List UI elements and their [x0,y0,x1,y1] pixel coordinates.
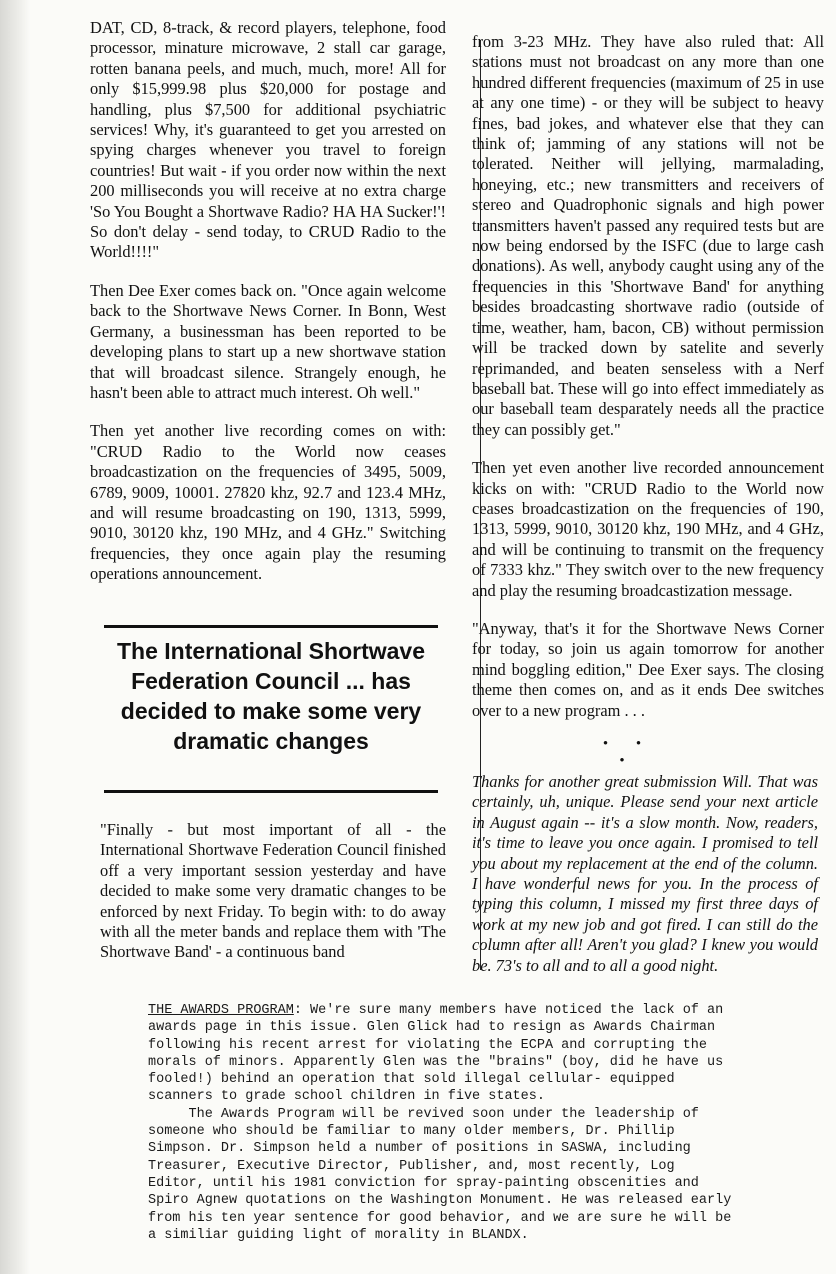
left-paragraph-1: DAT, CD, 8-track, & record players, telephone, food processor, minature microwave, 2 stall car garage, rotten banana peels, and much, much, more! All for only $15,999.98 plus $20,000 for postage and handling, plus $7,500 for additional psychiatric services! Why, it's guaranteed to get you arrested on spying charges whenever you travel to foreign countries! But wait - if you order now within the next 200 milliseconds you will receive at no extra charge 'So You Bought a Shortwave Radio? HA HA Sucker!'! So don't delay - send today, to CRUD Radio to the World!!!!" [90,18,447,262]
page-edge-shadow [0,0,30,1274]
left-paragraph-3: Then yet another live recording comes on with: "CRUD Radio to the World now ceases broadcastization on the frequencies of 3495, 5009, 6789, 9009, 10001. 27820 khz, 92.7 and 123.4 MHz, and will resume broadcasting on 190, 1313, 5999, 9010, 30120 khz, 190 MHz, and 4 GHz." Switching frequencies, they once again play the resuming operations announcement. [90,421,446,584]
right-paragraph-2: Then yet even another live recorded announcement kicks on with: "CRUD Radio to the World now ceases broadcastization on the frequencies of 190, 1313, 5999, 9010, 30120 khz, 190 MHz, and 4 GHz, and will be continuing to transmit on the frequency of 7333 khz." They switch over to the new frequency and play the resuming broadcastization message. [472,458,824,600]
awards-program-section [148,1002,748,1244]
headline-box [106,636,436,756]
section-headline: The International Shortwave Federation Council ... has decided to make some very dramatic changes [117,638,425,754]
headline-bottom-rule [104,790,438,793]
awards-body: : We're sure many members have noticed the lack of an awards page in this issue. Glen Glick had to resign as Awards Chairman following his recent arrest for violating the ECPA and corrupting the morals of minors. Apparently Glen was the "brains" (boy, did he have us fooled!) behind an operation that sold illegal cellular- equipped scanners to grade school children in five states. The Awards Program will be revived soon under the leadership of someone who should be familiar to many older members, Dr. Phillip Simpson. Dr. Simpson held a number of positions in SASWA, including Treasurer, Executive Director, Publisher, and, most recently, Log Editor, until his 1981 conviction for spray-painting obscenities and Spiro Agnew quotations on the Washington Monument. He was released early from his ten year sentence for good behavior, and we are sure he will be a similiar guiding light of morality in BLANDX. [148,1003,732,1243]
right-column [472,32,824,975]
left-paragraph-4: "Finally - but most important of all - the International Shortwave Federation Council finished off a very important session yesterday and have decided to make some very dramatic changes to be enforced by next Friday. To begin with: to do away with all the meter bands and replace them with 'The Shortwave Band' - a continuous band [100,820,446,962]
editor-note: Thanks for another great submission Will. That was certainly, uh, unique. Please send your next article in August again -- it's a slow month. Now, readers, it's time to leave you once again. I promised to tell you about my replacement at the end of the column. I have wonderful news for you. In the process of typing this column, I missed my first three days of work at my new job and got fired. I can still do the column after all! Aren't you glad? I knew you would be. 73's to all and to all a good night. [472,772,818,975]
right-paragraph-3: "Anyway, that's it for the Shortwave News Corner for today, so join us again tomorrow for another mind boggling edition," Dee Exer says. The closing theme then comes on, and as it ends Dee switches over to a new program . . . [472,618,824,720]
headline-top-rule [104,625,438,628]
awards-heading: THE AWARDS PROGRAM [148,1003,294,1018]
left-paragraph-2: Then Dee Exer comes back on. "Once again welcome back to the Shortwave News Corner. In Bonn, West Germany, a businessman has been reported to be developing plans to start up a new shortwave station that will broadcast silence. Strangely enough, he hasn't been able to attract much interest. Oh well." [90,280,446,402]
section-separator: • • • [602,736,654,769]
right-paragraph-1: from 3-23 MHz. They have also ruled that: All stations must not broadcast on any more than one hundred different frequencies (maximum of 25 in use at any one time) - or they will be subject to heavy fines, bad jokes, and whatever else that they can think of; jamming of any stations will not be tolerated. Neither will jellying, marmalading, honeying, etc.; new transmitters and receivers of stereo and Quadrophonic signals and high power transmitters haven't passed any required tests but are now being endorsed by the ISFC (due to large cash donations). As well, anybody caught using any of the frequencies in this 'Shortwave Band' for anything besides broadcasting shortwave radio (outside of time, weather, ham, bacon, CB) without permission will be tracked down by satelite and severly reprimanded, and beaten senseless with a Nerf baseball bat. These will go into effect immediately as our baseball team desparately needs all the practice they can possibly get." [472,32,824,439]
